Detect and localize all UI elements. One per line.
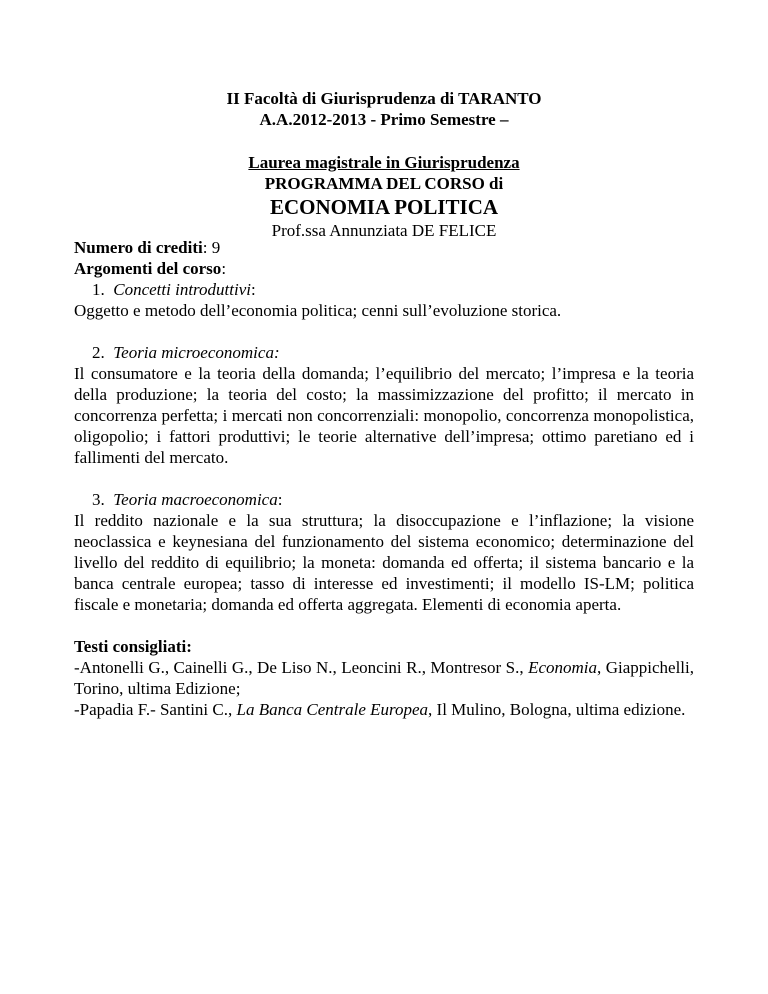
credits-line: Numero di crediti: 9 bbox=[74, 238, 221, 257]
topics-heading: Argomenti del corso: bbox=[74, 259, 227, 278]
academic-year-line: A.A.2012-2013 - Primo Semestre – bbox=[259, 110, 509, 129]
faculty-line: II Facoltà di Giurisprudenza di TARANTO bbox=[226, 89, 542, 108]
section-title-3: Teoria macroeconomica bbox=[113, 490, 278, 509]
section-heading-3: 3. Teoria macroeconomica: bbox=[92, 490, 283, 509]
section-heading-2: 2. Teoria microeconomica: bbox=[92, 343, 280, 362]
credits-label: Numero di crediti bbox=[74, 238, 203, 257]
book-title-2: La Banca Centrale Europea bbox=[236, 700, 429, 719]
section-text-1: Oggetto e metodo dell’economia politica; cenni sull’evoluzione storica. bbox=[74, 301, 562, 320]
section-title-2: Teoria microeconomica: bbox=[113, 343, 280, 362]
section-text-3: Il reddito nazionale e la sua struttura; la disoccupazione e l’inflazione; la visione neoclassica e keynesiana del funzionamento del sistema economico; determinazione del livello del reddito di equilibrio; la moneta: domanda ed offerta; il sistema bancario e la banca centrale europea; tasso di interesse ed investimenti; il modello IS-LM; politica fiscale e monetaria; domanda ed offerta aggregata. Elementi di economia aperta. bbox=[74, 511, 694, 614]
program-line: PROGRAMMA DEL CORSO di bbox=[264, 174, 504, 193]
topics-label: Argomenti del corso bbox=[74, 259, 222, 278]
section-title-1: Concetti introduttivi bbox=[113, 280, 251, 299]
course-title: ECONOMIA POLITICA bbox=[269, 195, 499, 219]
book-title-1: Economia bbox=[528, 658, 598, 677]
books-heading: Testi consigliati: bbox=[74, 637, 192, 656]
document-header bbox=[0, 88, 768, 241]
section-heading-1: 1. Concetti introduttivi: bbox=[92, 280, 256, 299]
degree-line: Laurea magistrale in Giurisprudenza bbox=[248, 153, 520, 172]
professor-name: Prof.ssa Annunziata DE FELICE bbox=[271, 221, 497, 240]
book-item-2: -Papadia F.- Santini C., La Banca Centrale Europea, Il Mulino, Bologna, ultima edizione. bbox=[74, 700, 686, 719]
credits-value: 9 bbox=[211, 238, 221, 257]
book-item-1: -Antonelli G., Cainelli G., De Liso N., Leoncini R., Montresor S., Economia, Giappichelli, Torino, ultima Edizione; bbox=[74, 658, 694, 698]
section-text-2: Il consumatore e la teoria della domanda; l’equilibrio del mercato; l’impresa e la teoria della produzione; la teoria del costo; la massimizzazione del profitto; il mercato in concorrenza perfetta; i mercati non concorrenziali: monopolio, concorrenza monopolistica, oligopolio; i fattori produttivi; le teorie alternative dell’impresa; ottimo paretiano ed i fallimenti del mercato. bbox=[74, 364, 694, 467]
document-body bbox=[74, 237, 694, 720]
